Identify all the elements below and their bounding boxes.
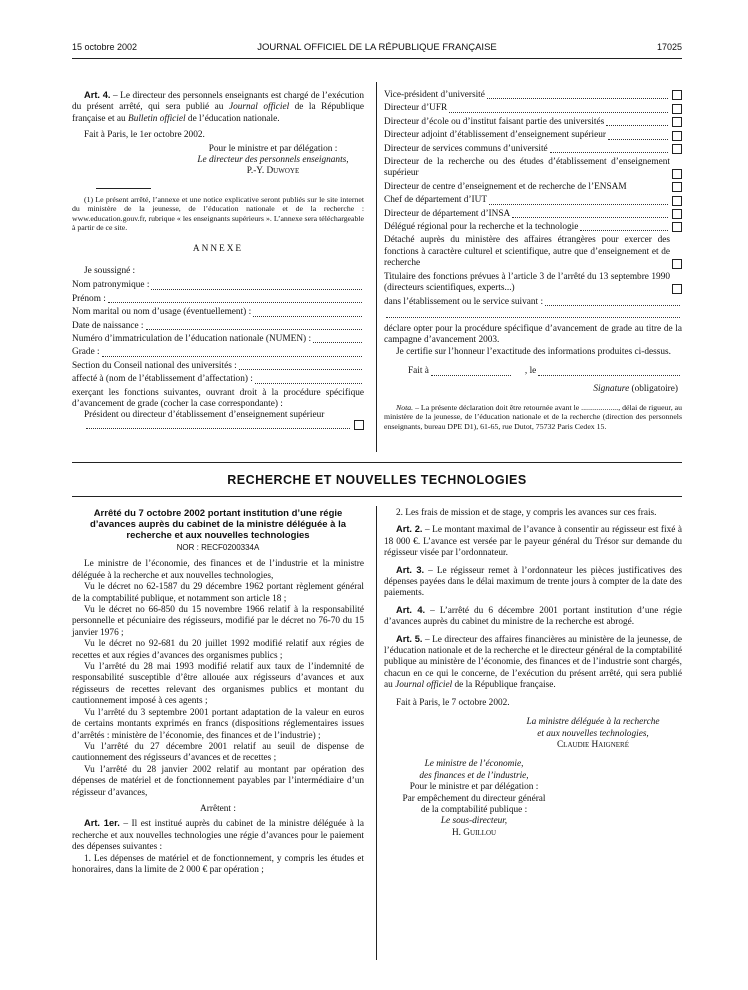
checkbox[interactable]: [672, 259, 682, 269]
visa-paragraph: Vu le décret no 62-1587 du 29 décembre 1962 portant règlement général de la comptabilité publique, et notamment son article 18 ;: [72, 582, 364, 604]
blank-field[interactable]: [384, 310, 682, 320]
article-1-paragraph: Art. 1er. – Il est institué auprès du cabinet de la ministre déléguée à la recherche et aux nouvelles technologies une régie d’avances pour le paiement des dépenses suivantes :: [72, 818, 365, 853]
article-5-paragraph: Art. 5. – Le directeur des affaires financières au ministère de la jeunesse, de l’éducation nationale et de la recherche et le directeur général de la comptabilité publique au ministère de l’économie, des finances et de l’industrie sont chargés, chacun en ce qui le concerne, de l’exécution du présent arrêté, qui sera publié au Journal officiel de la République française.: [384, 633, 682, 691]
header-date: 15 octobre 2002: [72, 42, 138, 52]
header-rule: [72, 58, 682, 59]
annexe-title: ANNEXE: [192, 244, 244, 255]
column-divider-bottom: [376, 506, 377, 960]
checklist-item[interactable]: Directeur de centre d’enseignement et de recherche de l’ENSAM: [384, 182, 682, 193]
signature-block-ministre-deleguee: La ministre déléguée à la recherche et aux nouvelles technologies, Claudie Haigneré: [384, 717, 682, 751]
arretent: Arrêtent :: [200, 803, 236, 814]
visa-paragraph: Vu le décret no 92-681 du 20 juillet 1992 modifié relatif aux régies de recettes et aux régies d’avances des organismes publics ;: [72, 639, 364, 661]
checkbox[interactable]: [672, 182, 682, 192]
article-5-label: Art. 5.: [396, 633, 423, 644]
soussigne-label: Je soussigné :: [84, 265, 136, 276]
form-field-row[interactable]: Nom patronymique :: [72, 280, 364, 291]
form-fields: [72, 280, 364, 385]
checklist-item[interactable]: Vice-président d’université: [384, 90, 682, 101]
checklist-item[interactable]: Directeur d’UFR: [384, 103, 682, 114]
form-field-row[interactable]: Nom marital ou nom d’usage (éventuellement) :: [72, 307, 364, 318]
article-3-label: Art. 3.: [396, 564, 425, 575]
bottom-right-column: [384, 508, 682, 839]
signature-block: Pour le ministre et par délégation : Le directeur des personnels enseignants, P.-Y. Duwoye: [72, 144, 364, 178]
visa-paragraph: Vu le décret no 66-850 du 15 novembre 1966 relatif à la responsabilité personnelle et pécuniaire des régisseurs, modifié par le décret no 76-70 du 15 janvier 1976 ;: [72, 605, 364, 638]
checklist-item[interactable]: Directeur de la recherche ou des études d’établissement d’enseignement supérieur: [384, 157, 682, 180]
fait-a-field[interactable]: Fait à , le: [384, 366, 682, 377]
checkbox[interactable]: [672, 169, 682, 179]
nor-reference: NOR : RECF0200334A: [176, 543, 260, 552]
checkbox[interactable]: [672, 90, 682, 100]
article-3-paragraph: Art. 3. – Le régisseur remet à l’ordonnateur les pièces justificatives des dépenses payées dans le délai maximum de trente jours à compter de la date des paiements.: [384, 564, 682, 599]
checkbox[interactable]: [672, 209, 682, 219]
article-2-paragraph: Art. 2. – Le montant maximal de l’avance à consentir au régisseur est fixé à 18 000 €. L’avance est versée par le payeur général du Trésor sur demande du régisseur visée par l’ordonnateur.: [384, 524, 682, 559]
form-field-row[interactable]: Section du Conseil national des universités :: [72, 361, 364, 372]
header-page-number: 17025: [656, 42, 682, 52]
visa-paragraph: Vu l’arrêté du 28 janvier 2002 relatif au montant par opération des dépenses de matériel et de fonctionnement payables par l’intermédiaire d’un régisseur d’avances,: [72, 764, 364, 798]
checklist-item[interactable]: Directeur de département d’INSA: [384, 209, 682, 220]
checkbox[interactable]: [672, 144, 682, 154]
visa-paragraph: Vu l’arrêté du 28 mai 1993 modifié relatif aux taux de l’indemnité de responsabilité susceptible d’être allouée aux régisseurs d’avances et aux régisseurs de recettes relevant des organismes publics et montant du cautionnement imposé à ces agents ;: [72, 662, 364, 707]
etablissement-field[interactable]: dans l’établissement ou le service suivant :: [384, 297, 682, 308]
checkbox[interactable]: [672, 117, 682, 127]
section-title: RECHERCHE ET NOUVELLES TECHNOLOGIES: [227, 473, 527, 487]
top-right-column: [384, 90, 682, 431]
checklist-item[interactable]: Directeur adjoint d’établissement d’enseignement supérieur: [384, 130, 682, 141]
column-divider-top: [376, 82, 377, 452]
article-4-label-bottom: Art. 4.: [396, 604, 426, 615]
signatory-name: H. Guillou: [451, 827, 497, 838]
item-1: 1. Les dépenses de matériel et de fonctionnement, y compris les études et honoraires, dans la limite de 2 000 € par opération ;: [72, 853, 364, 875]
checkbox[interactable]: [354, 420, 364, 430]
bottom-left-column: [72, 508, 364, 876]
checklist-item[interactable]: Directeur de services communs d’université: [384, 144, 682, 155]
item-2: 2. Les frais de mission et de stage, y compris les avances sur ces frais.: [396, 508, 657, 518]
checkbox[interactable]: [672, 104, 682, 114]
checklist-item[interactable]: Chef de département d’IUT: [384, 195, 682, 206]
signature-block-ministre-economie: Le ministre de l’économie, des finances et de l’industrie, Pour le ministre et par délégation : Par empêchement du directeur général de la comptabilité publique : Le sous-directeur, H. Guillou: [384, 759, 564, 839]
article-4-label: Art. 4.: [84, 90, 111, 100]
form-field-row[interactable]: Prénom :: [72, 294, 364, 305]
page-header: [72, 42, 682, 56]
signatory-name: Claudie Haigneré: [556, 739, 629, 750]
checklist-item[interactable]: Délégué régional pour la recherche et la technologie: [384, 222, 682, 233]
function-checklist: [384, 90, 682, 295]
footnote-rule: [96, 188, 151, 189]
fait-a-paris: Fait à Paris, le 1er octobre 2002.: [84, 130, 205, 141]
checklist-item[interactable]: Titulaire des fonctions prévues à l’article 3 de l’arrêté du 13 septembre 1990 (directeurs scientifiques, experts...): [384, 272, 682, 295]
footnote: (1) Le présent arrêté, l’annexe et une notice explicative seront publiés sur le site internet du ministère de la jeunesse, de l’éducation nationale et de la recherche : www.education.gouv.fr, rubrique « les enseignants supérieurs ». L’annexe sera téléchargeable à partir de ce site.: [72, 194, 364, 233]
signature-label: Signature (obligatoire): [593, 383, 678, 394]
section-rule-bottom: [72, 496, 682, 497]
checkbox[interactable]: [672, 284, 682, 294]
section-rule-top: [72, 462, 682, 463]
arrete-title: Arrêté du 7 octobre 2002 portant institution d’une régie d’avances auprès du cabinet de la ministre déléguée à la recherche et aux nouvelles technologies: [89, 508, 347, 541]
nota-paragraph: Nota. – La présente déclaration doit être retournée avant le ..................., délai de rigueur, au ministère de la jeunesse, de l’éducation nationale et de la recherche (direction des personnels enseignants, bureau DPE D1), 61-65, rue Dutot, 75732 Paris Cedex 15.: [384, 402, 682, 431]
checklist-item[interactable]: Directeur d’école ou d’institut faisant partie des universités: [384, 117, 682, 128]
visa-paragraph: Le ministre de l’économie, des finances et de l’industrie et la ministre déléguée à la recherche et aux nouvelles technologies,: [72, 559, 364, 581]
article-4-paragraph-bottom: Art. 4. – L’arrêté du 6 décembre 2001 portant institution d’une régie d’avances auprès du cabinet du ministre de la recherche est abrogé.: [384, 604, 682, 628]
article-2-label: Art. 2.: [396, 524, 423, 535]
form-field-row[interactable]: Numéro d’immatriculation de l’éducation nationale (NUMEN) :: [72, 334, 364, 345]
visa-paragraph: Vu l’arrêté du 3 septembre 2001 portant adaptation de la valeur en euros de certains montants exprimés en francs (dispositions réglementaires issues d’arrêtés : ministère de l’économie, des finances et de l’industrie) ;: [72, 707, 364, 741]
checkbox[interactable]: [672, 131, 682, 141]
visas: [72, 559, 364, 799]
form-field-row[interactable]: Date de naissance :: [72, 321, 364, 332]
checklist-item[interactable]: Détaché auprès du ministère des affaires étrangères pour exercer des fonctions à caractère culturel et scientifique, autre que d’enseignement et de recherche: [384, 235, 682, 269]
checkbox[interactable]: [672, 222, 682, 232]
form-field-row[interactable]: affecté à (nom de l’établissement d’affectation) :: [72, 374, 364, 385]
top-left-column: [72, 90, 364, 433]
article-4-paragraph: Art. 4. – Le directeur des personnels enseignants est chargé de l’exécution du présent arrêté, qui sera publié au Journal officiel de la République française et au Bulletin officiel de l’éducation nationale.: [72, 90, 364, 124]
signatory-name: P.-Y. Duwoye: [246, 166, 300, 177]
certifie-paragraph: Je certifie sur l’honneur l’exactitude des informations produites ci-dessus.: [396, 346, 671, 357]
header-journal-title: JOURNAL OFFICIEL DE LA RÉPUBLIQUE FRANÇAISE: [257, 42, 497, 53]
declare-paragraph: déclare opter pour la procédure spécifique d’avancement de grade au titre de la campagne d’avancement 2003.: [384, 323, 682, 346]
exercant-paragraph: exerçant les fonctions suivantes, ouvrant droit à la procédure spécifique d’avancement de grade (cocher la case correspondante) :: [72, 387, 364, 409]
fait-a-paris-bottom: Fait à Paris, le 7 octobre 2002.: [396, 697, 510, 708]
president-option: Président ou directeur d’établissement d’enseignement supérieur: [84, 410, 325, 421]
checkbox[interactable]: [672, 196, 682, 206]
form-field-row[interactable]: Grade :: [72, 347, 364, 358]
visa-paragraph: Vu l’arrêté du 27 décembre 2001 relatif au seuil de dispense de cautionnement des régisseurs d’avances et de recettes ;: [72, 741, 364, 764]
article-1-label: Art. 1er.: [84, 818, 120, 829]
